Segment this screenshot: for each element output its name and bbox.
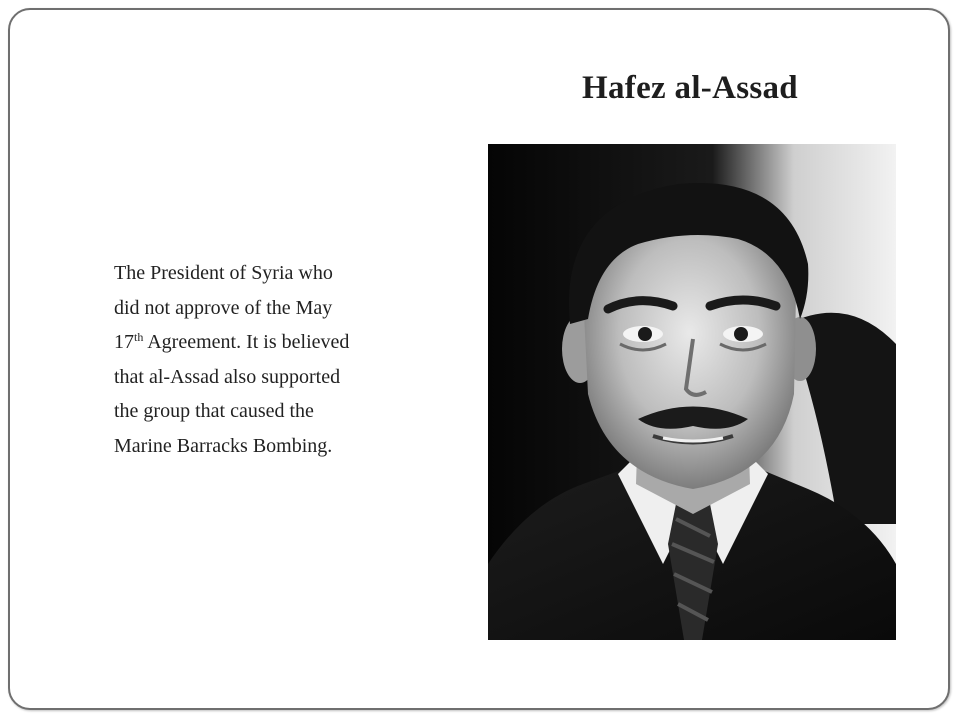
portrait-photo bbox=[488, 144, 896, 640]
body-line bbox=[114, 325, 414, 360]
portrait-illustration bbox=[488, 144, 896, 640]
body-line-text: did not approve of the May bbox=[114, 296, 333, 319]
body-line: the group that caused the bbox=[114, 400, 314, 422]
ordinal-number: 17 bbox=[114, 331, 134, 353]
body-line: Marine Barracks Bombing. bbox=[114, 434, 333, 457]
body-line-text: Agreement. It is believed bbox=[143, 331, 350, 353]
body-line: that al-Assad also supported bbox=[114, 365, 341, 388]
body-line bbox=[114, 291, 414, 326]
slide-body-text bbox=[114, 256, 414, 463]
body-line: The President of Syria who bbox=[114, 262, 333, 284]
slide-title: Hafez al-Assad bbox=[582, 70, 798, 106]
ordinal-suffix: th bbox=[134, 330, 144, 344]
